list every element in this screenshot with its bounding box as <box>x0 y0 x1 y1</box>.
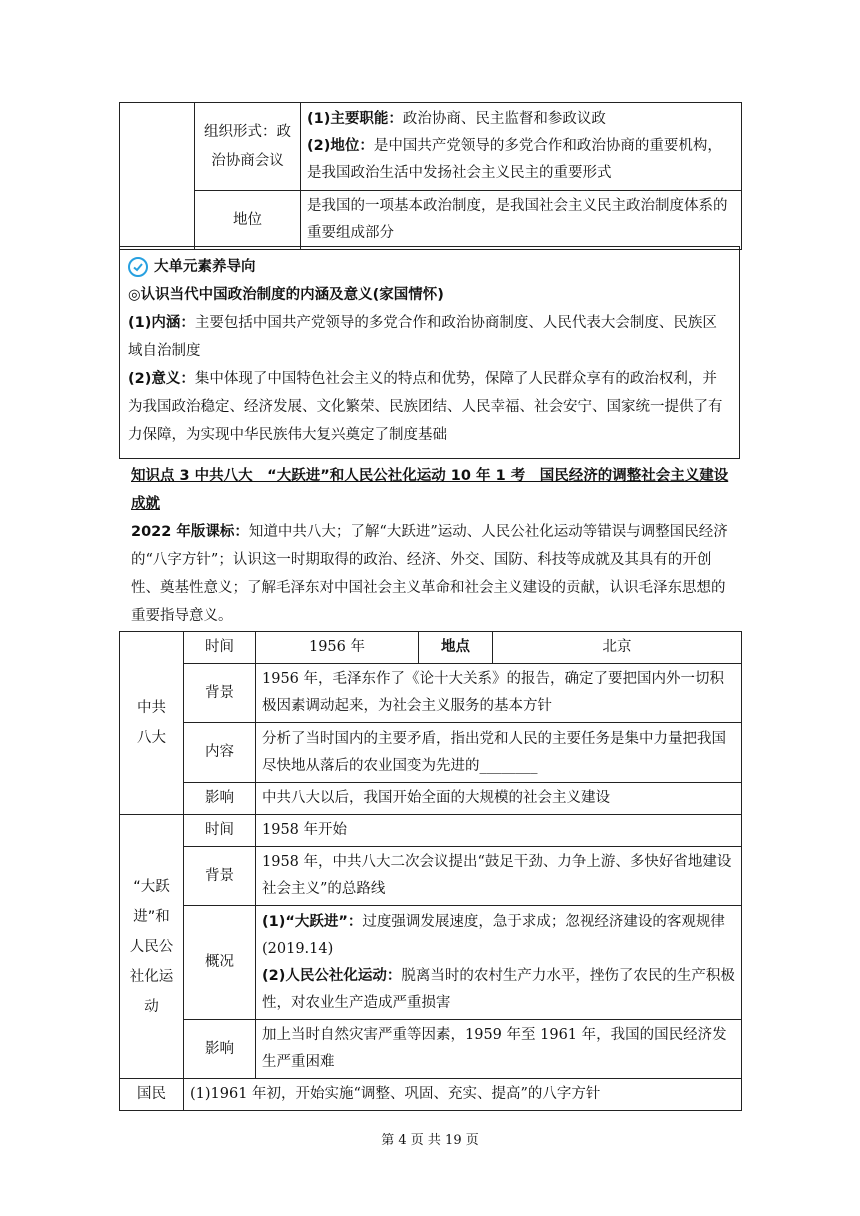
cppcc-label: 组织形式：政治协商会议 <box>195 103 301 191</box>
content-text: 分析了当时国内的主要矛盾，指出党和人民的主要任务是集中力量把我国尽快地从落后的农业国变为先进的________ <box>256 723 742 783</box>
empty-cell <box>120 103 195 250</box>
economy-label: 国民 <box>120 1079 184 1111</box>
guidance-heading-text: 大单元素养导向 <box>154 259 256 275</box>
leap-impact-text: 加上当时自然灾害严重等因素，1959 年至 1961 年，我国的国民经济发生严重困难 <box>256 1020 742 1079</box>
leap-time-label: 时间 <box>184 815 256 847</box>
guidance-meaning-2: (2)意义：集中体现了中国特色社会主义的特点和优势，保障了人民群众享有的政治权利，并为我国政治稳定、经济发展、文化繁荣、民族团结、人民幸福、社会安宁、国家统一提供了有力保障，为实现中华民族伟大复兴奠定了制度基础 <box>128 371 723 443</box>
leap-impact-label: 影响 <box>184 1020 256 1079</box>
leap-time-value: 1958 年开始 <box>256 815 742 847</box>
content-label: 内容 <box>184 723 256 783</box>
place-value: 北京 <box>493 632 742 664</box>
background-text: 1956 年，毛泽东作了《论十大关系》的报告，确定了要把国内外一切积极因素调动起来，为社会主义服务的基本方针 <box>256 664 742 723</box>
impact-text: 中共八大以后，我国开始全面的大规模的社会主义建设 <box>256 783 742 815</box>
guidance-heading <box>128 253 731 281</box>
check-circle-icon <box>128 257 148 277</box>
guidance-subhead: ◎认识当代中国政治制度的内涵及意义(家国情怀) <box>128 287 444 303</box>
page-footer: 第 4 页 共 19 页 <box>381 1133 479 1148</box>
cppcc-table <box>119 102 742 250</box>
time-value: 1956 年 <box>256 632 419 664</box>
place-label: 地点 <box>419 632 493 664</box>
cppcc-function-cell: (1)主要职能：政治协商、民主监督和参政议政 (2)地位：是中国共产党领导的多党合作和政治协商的重要机构，是我国政治生活中发扬社会主义民主的重要形式 <box>301 103 742 191</box>
leap-background-label: 背景 <box>184 847 256 906</box>
eighth-congress-label: 中共八大 <box>120 632 184 815</box>
background-label: 背景 <box>184 664 256 723</box>
leap-overview-text: (1)“大跃进”：过度强调发展速度，急于求成；忽视经济建设的客观规律(2019.14) (2)人民公社化运动：脱离当时的农村生产力水平，挫伤了农民的生产积极性，对农业生产造成严重损害 <box>256 906 742 1020</box>
knowledge-point-title: 知识点 3 中共八大 “大跃进”和人民公社化运动 10 年 1 考 国民经济的调整社会主义建设成就 <box>131 468 729 512</box>
status-label: 地位 <box>195 191 301 250</box>
impact-label: 影响 <box>184 783 256 815</box>
guidance-meaning-1: (1)内涵：主要包括中国共产党领导的多党合作和政治协商制度、人民代表大会制度、民族区域自治制度 <box>128 315 717 359</box>
knowledge-point <box>131 462 736 630</box>
economy-text: (1)1961 年初，开始实施“调整、巩固、充实、提高”的八字方针 <box>184 1079 742 1111</box>
leap-overview-label: 概况 <box>184 906 256 1020</box>
leap-background-text: 1958 年，中共八大二次会议提出“鼓足干劲、力争上游、多快好省地建设社会主义”的总路线 <box>256 847 742 906</box>
curriculum-standard: 2022 年版课标：知道中共八大；了解“大跃进”运动、人民公社化运动等错误与调整国民经济的“八字方针”；认识这一时期取得的政治、经济、外交、国防、科技等成就及其具有的开创性、奠基性意义；了解毛泽东对中国社会主义革命和社会主义建设的贡献，认识毛泽东思想的重要指导意义。 <box>131 524 728 624</box>
time-label: 时间 <box>184 632 256 664</box>
unit-guidance-box <box>119 246 740 459</box>
great-leap-label: “大跃进”和人民公社化运动 <box>120 815 184 1079</box>
status-text: 是我国的一项基本政治制度，是我国社会主义民主政治制度体系的重要组成部分 <box>301 191 742 250</box>
knowledge-table <box>119 631 742 1111</box>
